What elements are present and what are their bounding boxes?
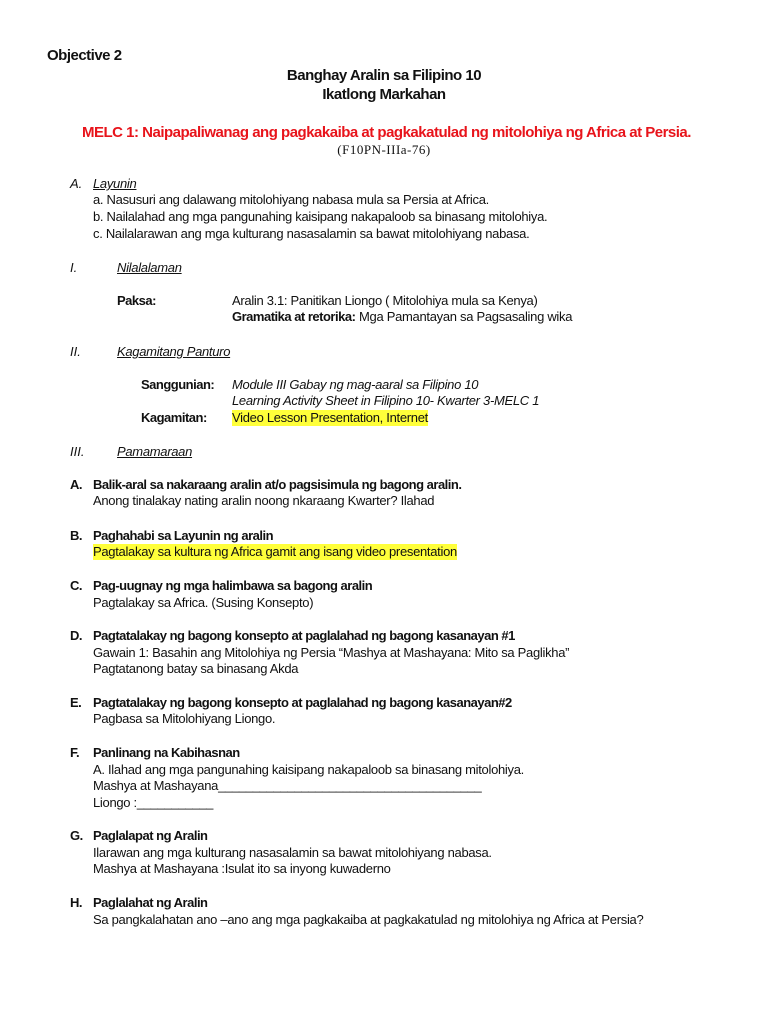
step-f-line-3: Liongo :___________ (93, 795, 214, 810)
layunin-item-b: b. Nailalahad ang mga pangunahing kaisipang nakapaloob sa binasang mitolohiya. (93, 209, 548, 224)
nilalaman-heading: Nilalalaman (117, 260, 182, 275)
step-c-letter: C. (70, 578, 82, 593)
step-f-line-1: A. Ilahad ang mga pangunahing kaisipang nakapaloob sa binasang mitolohiya. (93, 762, 524, 777)
step-g-title: Paglalapat ng Aralin (93, 828, 208, 843)
step-h-line: Sa pangkalahatan ano –ano ang mga pagkakaiba at pagkakatulad ng mitolohiya ng Africa at Persia? (93, 912, 644, 927)
step-e-title: Pagtatalakay ng bagong konsepto at paglalahad ng bagong kasanayan#2 (93, 695, 512, 710)
step-e-line: Pagbasa sa Mitolohiyang Liongo. (93, 711, 276, 726)
kagamitan-heading: Kagamitang Panturo (117, 344, 231, 359)
gramatika-value: Mga Pamantayan sa Pagsasaling wika (359, 309, 573, 324)
sanggunian-line-2: Learning Activity Sheet in Filipino 10- Kwarter 3-MELC 1 (232, 393, 540, 408)
step-d-line-2: Pagtatanong batay sa binasang Akda (93, 661, 299, 676)
step-g-line-2: Mashya at Mashayana :Isulat ito sa inyong kuwaderno (93, 861, 391, 876)
paksa-label: Paksa: (117, 293, 156, 308)
document-subtitle: Ikatlong Markahan (322, 86, 446, 103)
sanggunian-label: Sanggunian: (141, 377, 215, 392)
kagamitan-value: Video Lesson Presentation, Internet (232, 410, 428, 425)
layunin-marker: A. (70, 176, 83, 191)
step-d-title: Pagtatalakay ng bagong konsepto at paglalahad ng bagong kasanayan #1 (93, 628, 515, 643)
step-a-letter: A. (70, 477, 82, 492)
gramatika-label: Gramatika at retorika: (232, 309, 356, 324)
sanggunian-line-1: Module III Gabay ng mag-aaral sa Filipino 10 (232, 377, 479, 392)
step-a-line: Anong tinalakay nating aralin noong nkaraang Kwarter? Ilahad (93, 493, 435, 508)
step-a-title: Balik-aral sa nakaraang aralin at/o pagsisimula ng bagong aralin. (93, 477, 462, 492)
step-c-title: Pag-uugnay ng mga halimbawa sa bagong aralin (93, 578, 373, 593)
layunin-heading: Layunin (93, 176, 137, 191)
step-b-letter: B. (70, 528, 82, 543)
step-d-line-1: Gawain 1: Basahin ang Mitolohiya ng Persia “Mashya at Mashayana: Mito sa Paglikha” (93, 645, 570, 660)
step-h-title: Paglalahat ng Aralin (93, 895, 208, 910)
pamamaraan-marker: III. (70, 444, 85, 459)
step-h-letter: H. (70, 895, 82, 910)
kagamitan-label: Kagamitan: (141, 410, 207, 425)
step-g-line-1: Ilarawan ang mga kulturang nasasalamin sa bawat mitolohiyang nabasa. (93, 845, 492, 860)
step-f-line-2: Mashya at Mashayana______________________________________ (93, 778, 482, 793)
pamamaraan-heading: Pamamaraan (117, 444, 193, 459)
paksa-value: Aralin 3.1: Panitikan Liongo ( Mitolohiya mula sa Kenya) (232, 293, 538, 308)
step-g-letter: G. (70, 828, 83, 843)
gramatika-line (232, 309, 572, 325)
step-c-line: Pagtalakay sa Africa. (Susing Konsepto) (93, 595, 314, 610)
layunin-item-a: a. Nasusuri ang dalawang mitolohiyang nabasa mula sa Persia at Africa. (93, 192, 489, 207)
objective-label: Objective 2 (47, 47, 122, 64)
step-f-letter: F. (70, 745, 80, 760)
step-e-letter: E. (70, 695, 82, 710)
kagamitan-marker: II. (70, 344, 81, 359)
step-f-title: Panlinang na Kabihasnan (93, 745, 240, 760)
melc-statement: MELC 1: Naipapaliwanag ang pagkakaiba at pagkakatulad ng mitolohiya ng Africa at Persia. (82, 124, 691, 141)
nilalaman-marker: I. (70, 260, 78, 275)
document-title: Banghay Aralin sa Filipino 10 (286, 67, 482, 84)
layunin-item-c: c. Nailalarawan ang mga kulturang nasasalamin sa bawat mitolohiyang nabasa. (93, 226, 530, 241)
step-b-line: Pagtalakay sa kultura ng Africa gamit ang isang video presentation (93, 544, 457, 559)
step-d-letter: D. (70, 628, 82, 643)
melc-code: (F10PN-IIIa-76) (337, 142, 431, 157)
step-b-title: Paghahabi sa Layunin ng aralin (93, 528, 274, 543)
